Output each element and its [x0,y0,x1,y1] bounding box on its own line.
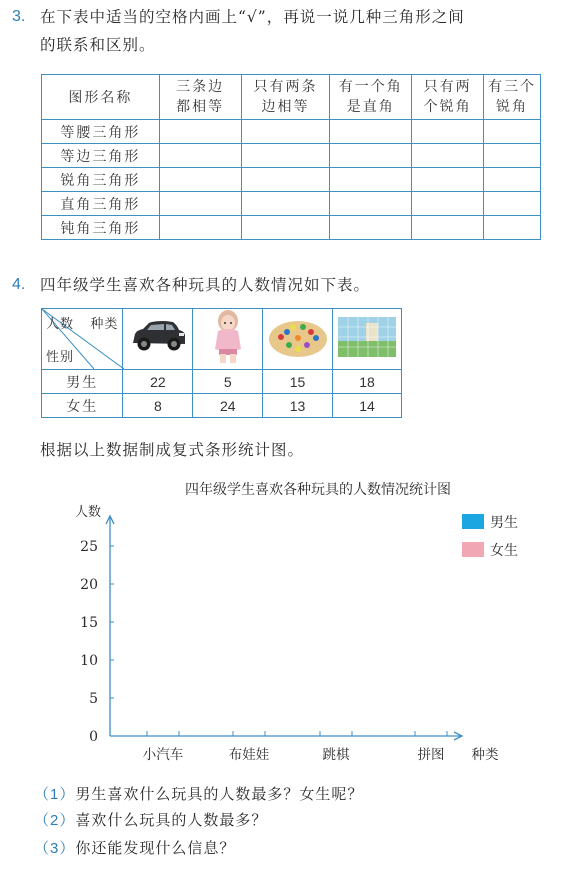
q3-header-three-acute-angles: 有三个 锐角 [484,75,541,120]
table-row [42,370,402,394]
table-row [42,144,541,168]
x-category-label: 布娃娃 [228,747,270,763]
chart-legend [462,514,518,559]
q3-check-cell[interactable] [484,144,541,168]
table-row [42,216,541,240]
y-tick-label: 20 [80,577,98,593]
q3-check-cell[interactable] [241,120,330,144]
q3-check-cell[interactable] [159,120,241,144]
q3-check-cell[interactable] [484,192,541,216]
sub-question-text: 你还能发现什么信息？ [75,839,236,857]
sub-question-text: 男生喜欢什么玩具的人数最多？女生呢？ [75,785,364,803]
x-axis [110,731,499,763]
chart-title: 四年级学生喜欢各种玩具的人数情况统计图 [185,482,451,498]
q4-value: 18 [333,370,402,394]
q4-sub-question-2 [34,806,267,835]
toy-car-image [127,317,189,357]
q3-number: 3. [12,8,26,25]
table-row [42,168,541,192]
q3-check-cell[interactable] [330,144,412,168]
table-row [42,192,541,216]
q3-row-label: 等腰三角形 [42,120,160,144]
sub-question-number: （1） [34,786,76,803]
legend-swatch [462,542,484,557]
corner-label-gender: 性别 [46,350,75,365]
q4-value: 5 [193,370,263,394]
y-tick-label: 15 [80,615,98,631]
x-category-label: 跳棋 [322,747,350,763]
q3-check-cell[interactable] [159,144,241,168]
y-axis [80,516,114,745]
q3-check-cell[interactable] [330,168,412,192]
q3-text-line2: 的联系和区别。 [40,36,156,54]
puzzle-image-cell [333,309,402,370]
x-category-label: 拼图 [417,747,445,763]
q3-check-cell[interactable] [159,192,241,216]
q3-check-cell[interactable] [330,192,412,216]
q3-header-two-equal-sides: 只有两条 边相等 [241,75,330,120]
y-tick-label: 5 [89,691,98,707]
q3-check-cell[interactable] [412,216,484,240]
q3-check-cell[interactable] [159,216,241,240]
q3-header-one-right-angle: 有一个角 是直角 [330,75,412,120]
bar-chart [0,470,575,780]
q3-check-cell[interactable] [412,168,484,192]
q3-check-cell[interactable] [241,144,330,168]
q4-corner-cell [42,309,123,370]
toy-car-image-cell [123,309,193,370]
q4-row-label-girls: 女生 [42,394,123,418]
doll-image [208,309,248,365]
q4-number: 4. [12,276,26,293]
table-row [42,394,402,418]
q4-instruction: 根据以上数据制成复式条形统计图。 [40,441,305,459]
q3-check-cell[interactable] [241,168,330,192]
q3-check-cell[interactable] [330,216,412,240]
sub-question-number: （3） [34,840,76,857]
q4-table-header-row [42,309,402,370]
y-tick-label: 25 [80,539,98,555]
doll-image-cell [193,309,263,370]
q4-sub-question-3 [34,834,235,863]
q4-value: 15 [263,370,333,394]
q3-check-cell[interactable] [330,120,412,144]
q4-text: 四年级学生喜欢各种玩具的人数情况如下表。 [40,276,371,294]
q3-check-cell[interactable] [484,168,541,192]
checkers-image [267,315,329,359]
q3-triangle-table [41,74,541,240]
q3-row-label: 直角三角形 [42,192,160,216]
q3-text-line1: 在下表中适当的空格内画上“√”，再说一说几种三角形之间 [40,8,465,26]
q3-check-cell[interactable] [241,216,330,240]
q3-row-label: 等边三角形 [42,144,160,168]
q3-check-cell[interactable] [484,120,541,144]
y-tick-label: 0 [89,729,98,745]
y-axis-label: 人数 [74,505,102,520]
x-axis-label: 种类 [471,747,499,763]
x-category-label: 小汽车 [142,747,184,763]
q4-value: 14 [333,394,402,418]
corner-label-count: 人数 [46,317,75,332]
q4-toy-table [41,308,402,418]
q4-value: 13 [263,394,333,418]
q3-check-cell[interactable] [412,120,484,144]
y-tick-label: 10 [80,653,98,669]
legend-label: 男生 [490,515,518,531]
legend-swatch [462,514,484,529]
q3-header-three-equal-sides: 三条边 都相等 [159,75,241,120]
checkers-image-cell [263,309,333,370]
q3-check-cell[interactable] [159,168,241,192]
q4-sub-question-1 [34,780,363,809]
q4-value: 8 [123,394,193,418]
q3-check-cell[interactable] [241,192,330,216]
q3-check-cell[interactable] [484,216,541,240]
q4-row-label-boys: 男生 [42,370,123,394]
q4-value: 22 [123,370,193,394]
q3-row-label: 锐角三角形 [42,168,160,192]
q3-check-cell[interactable] [412,192,484,216]
sub-question-number: （2） [34,812,76,829]
q3-table-header-row [42,75,541,120]
q3-header-shape-name: 图形名称 [42,75,160,120]
q3-header-two-acute-angles: 只有两 个锐角 [412,75,484,120]
table-row [42,120,541,144]
puzzle-image [336,315,398,359]
sub-question-text: 喜欢什么玩具的人数最多？ [75,811,268,829]
q3-check-cell[interactable] [412,144,484,168]
corner-label-type: 种类 [90,317,119,332]
q4-value: 24 [193,394,263,418]
legend-label: 女生 [490,543,518,559]
q3-row-label: 钝角三角形 [42,216,160,240]
